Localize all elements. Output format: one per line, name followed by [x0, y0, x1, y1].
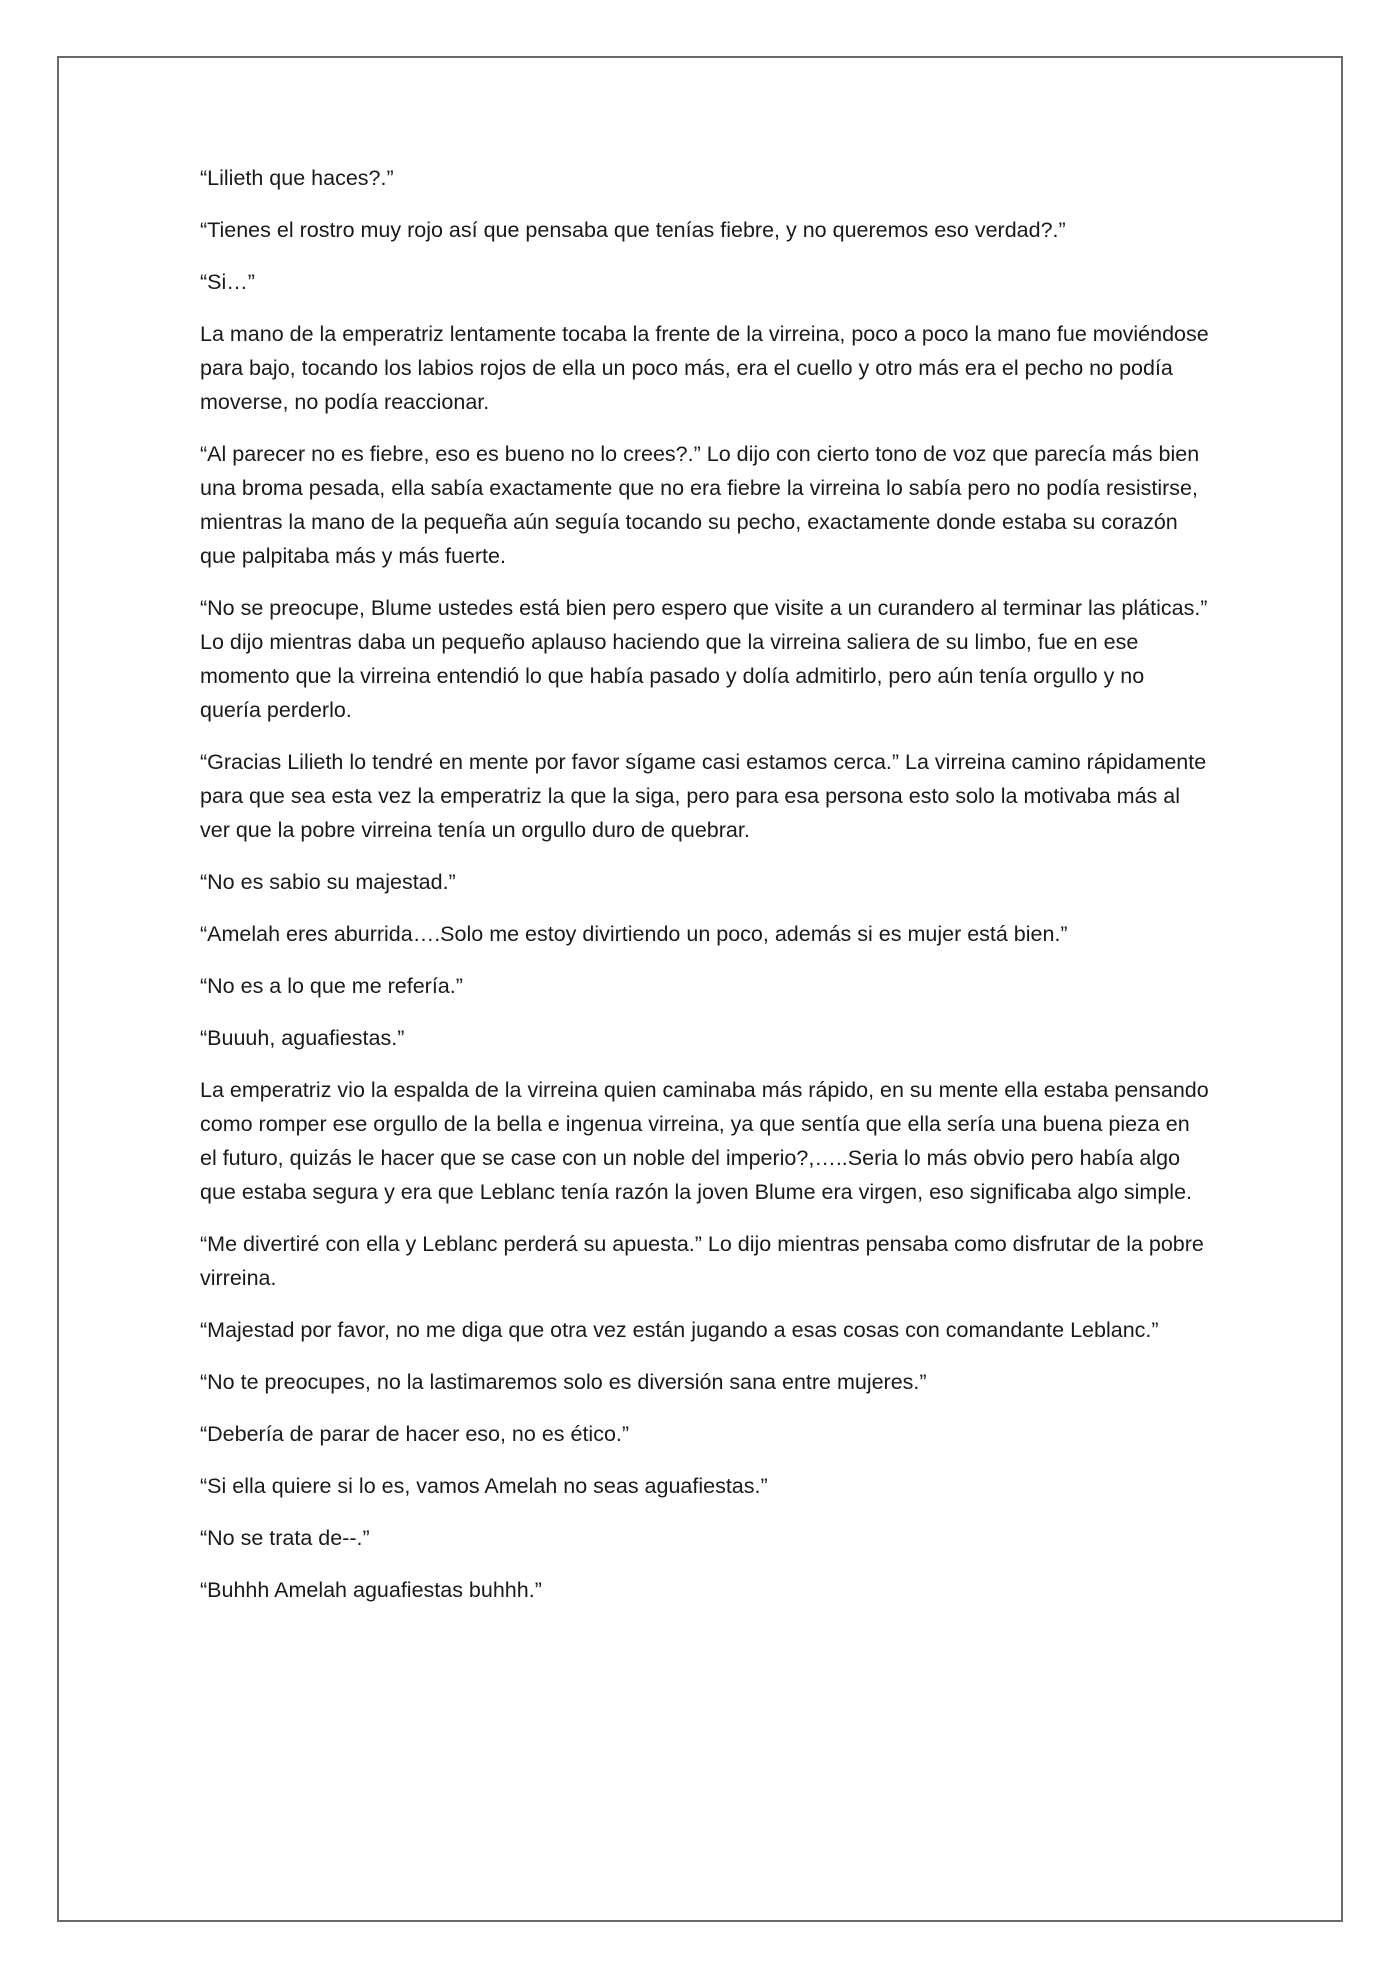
dialogue-paragraph: “No es sabio su majestad.”: [200, 870, 456, 894]
dialogue-paragraph: “Amelah eres aburrida….Solo me estoy divirtiendo un poco, además si es mujer está bien.”: [200, 922, 1068, 946]
dialogue-paragraph: “No te preocupes, no la lastimaremos solo es diversión sana entre mujeres.”: [200, 1370, 927, 1394]
dialogue-paragraph: “Si…”: [200, 270, 255, 294]
dialogue-paragraph: “No se trata de--.”: [200, 1526, 370, 1550]
dialogue-paragraph: “Debería de parar de hacer eso, no es ético.”: [200, 1422, 630, 1446]
dialogue-paragraph: “Gracias Lilieth lo tendré en mente por favor sígame casi estamos cerca.” La virreina camino rápidamente para que sea esta vez la emperatriz la que la siga, pero para esa persona esto solo la motivaba más al ver que la pobre virreina tenía un orgullo duro de quebrar.: [200, 750, 1207, 842]
dialogue-paragraph: “Buuuh, aguafiestas.”: [200, 1026, 405, 1050]
dialogue-paragraph: “Tienes el rostro muy rojo así que pensaba que tenías fiebre, y no queremos eso verdad?.”: [200, 218, 1066, 242]
narrative-paragraph: La emperatriz vio la espalda de la virreina quien caminaba más rápido, en su mente ella estaba pensando como romper ese orgullo de la bella e ingenua virreina, ya que sentía que ella sería una buena pieza en el futuro, quizás le hacer que se case con un noble del imperio?,…..Seria lo más obvio pero había algo que estaba segura y era que Leblanc tenía razón la joven Blume era virgen, eso significaba algo simple.: [200, 1078, 1209, 1204]
dialogue-paragraph: “Majestad por favor, no me diga que otra vez están jugando a esas cosas con comandante Leblanc.”: [200, 1318, 1159, 1342]
dialogue-paragraph: “Lilieth que haces?.”: [200, 166, 394, 190]
dialogue-paragraph: “No es a lo que me refería.”: [200, 974, 463, 998]
document-body: [200, 161, 1210, 1625]
dialogue-paragraph: “Si ella quiere si lo es, vamos Amelah no seas aguafiestas.”: [200, 1474, 768, 1498]
narrative-paragraph: La mano de la emperatriz lentamente tocaba la frente de la virreina, poco a poco la mano fue moviéndose para bajo, tocando los labios rojos de ella un poco más, era el cuello y otro más era el pecho no podía moverse, no podía reaccionar.: [200, 322, 1209, 414]
dialogue-paragraph: “No se preocupe, Blume ustedes está bien pero espero que visite a un curandero al terminar las pláticas.” Lo dijo mientras daba un pequeño aplauso haciendo que la virreina saliera de su limbo, fue en ese momento que la virreina entendió lo que había pasado y dolía admitirlo, pero aún tenía orgullo y no quería perderlo.: [200, 596, 1208, 722]
dialogue-paragraph: “Al parecer no es fiebre, eso es bueno no lo crees?.” Lo dijo con cierto tono de voz que parecía más bien una broma pesada, ella sabía exactamente que no era fiebre la virreina lo sabía pero no podía resistirse, mientras la mano de la pequeña aún seguía tocando su pecho, exactamente donde estaba su corazón que palpitaba más y más fuerte.: [200, 442, 1200, 568]
dialogue-paragraph: “Buhhh Amelah aguafiestas buhhh.”: [200, 1578, 542, 1602]
dialogue-paragraph: “Me divertiré con ella y Leblanc perderá su apuesta.” Lo dijo mientras pensaba como disfrutar de la pobre virreina.: [200, 1232, 1204, 1290]
